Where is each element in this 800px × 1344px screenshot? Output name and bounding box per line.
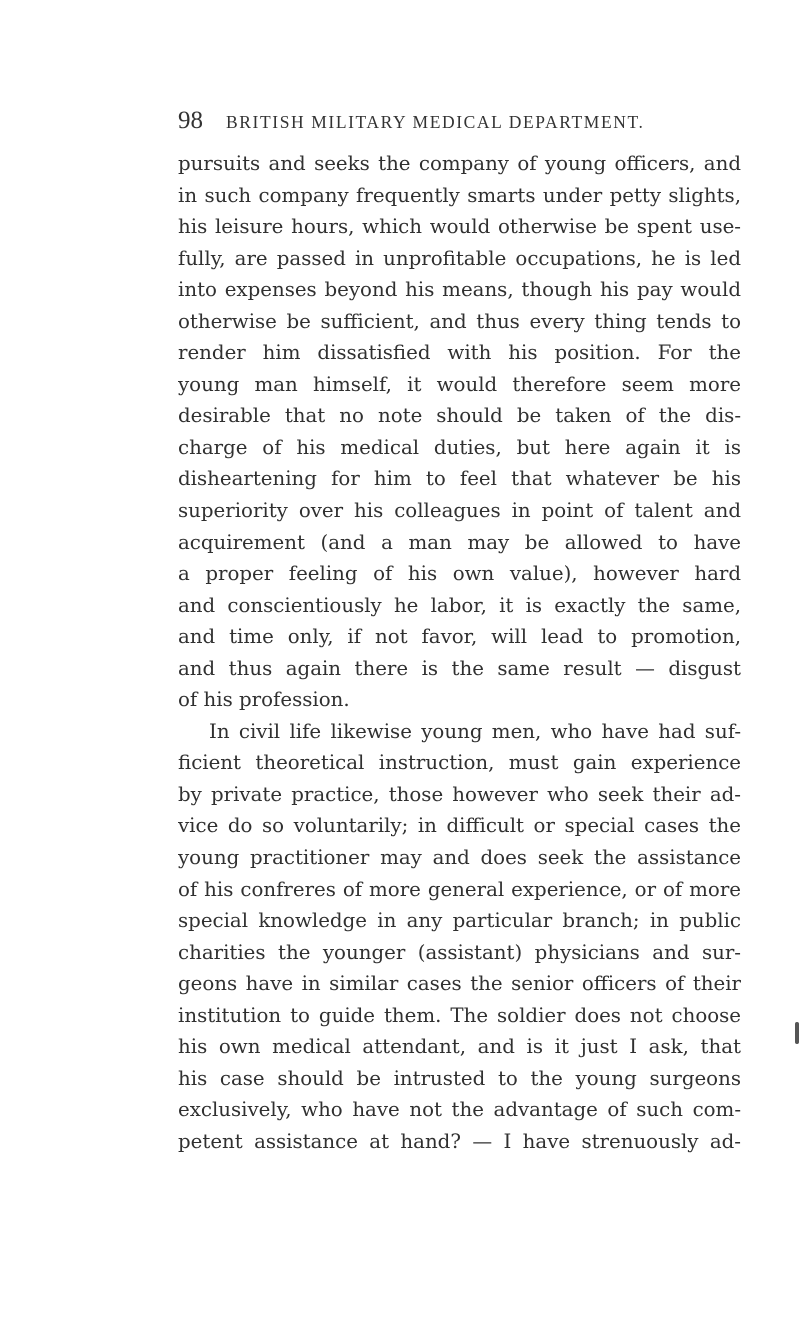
page-header — [178, 106, 738, 136]
text-line: charge of his medical duties, but here again it is — [178, 435, 741, 459]
body-text — [178, 148, 741, 1158]
text-line: in such company frequently smarts under petty slights, — [178, 183, 741, 207]
text-line: and thus again there is the same result — disgust — [178, 656, 741, 680]
text-line: fully, are passed in unprofitable occupations, he is led — [178, 246, 741, 270]
page-edge-mark — [795, 1022, 799, 1044]
text-line: desirable that no note should be taken of the dis- — [178, 404, 741, 428]
text-line: and conscientiously he labor, it is exactly the same, — [178, 593, 741, 617]
text-line: his leisure hours, which would otherwise be spent use- — [178, 215, 741, 239]
text-line: exclusively, who have not the advantage of such com- — [178, 1098, 741, 1122]
text-line: pursuits and seeks the company of young officers, and — [178, 152, 741, 175]
text-line: by private practice, those however who seek their ad- — [178, 782, 741, 806]
text-line: special knowledge in any particular branch; in public — [178, 909, 741, 933]
paragraph-end-line: of his profession. — [178, 688, 350, 712]
text-line: and time only, if not favor, will lead to promotion, — [178, 625, 741, 649]
text-line: vice do so voluntarily; in difficult or special cases the — [178, 814, 741, 838]
text-line: geons have in similar cases the senior officers of their — [178, 972, 741, 996]
text-line: young man himself, it would therefore seem more — [178, 372, 741, 396]
running-head: BRITISH MILITARY MEDICAL DEPARTMENT. — [226, 112, 645, 132]
text-line: petent assistance at hand? — I have strenuously ad- — [178, 1129, 741, 1153]
text-line: his own medical attendant, and is it just I ask, that — [178, 1035, 741, 1059]
text-line: ficient theoretical instruction, must gain experience — [178, 751, 741, 775]
text-line: charities the younger (assistant) physicians and sur- — [178, 940, 741, 964]
text-line: into expenses beyond his means, though his pay would — [178, 278, 741, 302]
text-line: acquirement (and a man may be allowed to have — [178, 530, 741, 554]
page-number: 98 — [178, 107, 203, 134]
text-line: of his confreres of more general experience, or of more — [178, 877, 741, 901]
text-line: superiority over his colleagues in point of talent and — [178, 499, 741, 523]
text-line: otherwise be sufficient, and thus every thing tends to — [178, 309, 741, 333]
text-line: young practitioner may and does seek the assistance — [178, 846, 741, 870]
text-line: disheartening for him to feel that whatever be his — [178, 467, 741, 491]
text-line: a proper feeling of his own value), however hard — [178, 562, 741, 586]
paragraph-start-line: In civil life likewise young men, who have had suf- — [209, 719, 741, 743]
text-line: his case should be intrusted to the young surgeons — [178, 1066, 741, 1090]
text-line: institution to guide them. The soldier does not choose — [178, 1003, 741, 1027]
text-line: render him dissatisfied with his position. For the — [178, 341, 741, 365]
